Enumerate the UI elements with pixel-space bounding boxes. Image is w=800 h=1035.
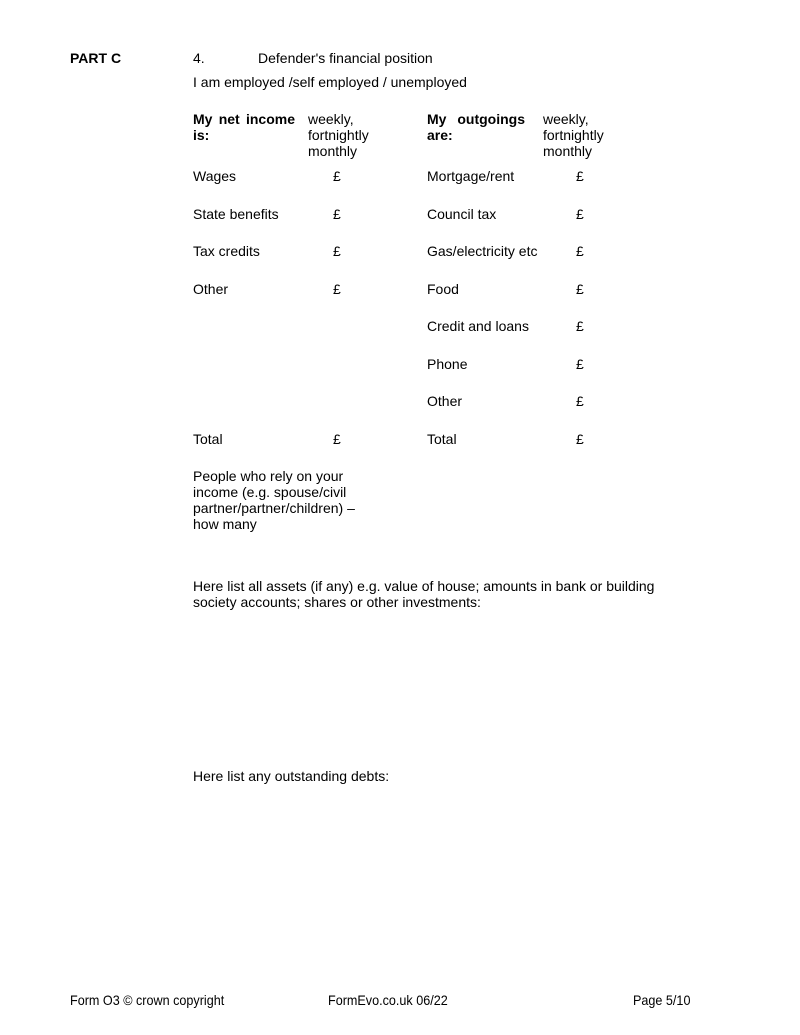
finance-table	[193, 111, 693, 468]
outgoing-amount: £	[576, 318, 584, 334]
assets-prompt-line: society accounts; shares or other investments:	[193, 594, 481, 610]
outgoing-amount: £	[576, 280, 584, 297]
footer-source: FormEvo.co.uk 06/22	[328, 992, 448, 1008]
dependants-note	[193, 468, 355, 532]
income-amount: £	[333, 280, 341, 297]
income-amount: £	[333, 205, 341, 222]
outgoing-amount: £	[576, 205, 584, 222]
footer-page-number: Page 5/10	[633, 992, 691, 1008]
income-amount: £	[333, 168, 341, 184]
part-label: PART C	[70, 50, 122, 66]
dependants-note-line: how many	[193, 516, 257, 532]
income-amount: £	[333, 430, 341, 447]
assets-prompt	[193, 578, 654, 610]
income-label: Wages	[193, 168, 237, 184]
outgoing-label: Food	[427, 280, 459, 297]
income-label: Total	[193, 430, 223, 447]
outgoing-label: Council tax	[427, 205, 497, 222]
finance-table-row	[193, 243, 693, 281]
outgoing-label: Total	[427, 430, 457, 447]
debts-prompt: Here list any outstanding debts:	[193, 768, 390, 784]
outgoing-amount: £	[576, 393, 584, 409]
outgoing-label: Mortgage/rent	[427, 168, 515, 184]
income-label: Tax credits	[193, 243, 260, 259]
dependants-note-line: People who rely on your	[193, 468, 344, 484]
outgoing-label: Gas/electricity etc	[427, 243, 538, 259]
section-number: 4.	[193, 50, 205, 66]
finance-table-row	[193, 281, 693, 319]
outgoing-label: Other	[427, 393, 463, 409]
income-header: My net income is:	[193, 111, 295, 143]
finance-table-row	[193, 393, 693, 431]
assets-prompt-line: Here list all assets (if any) e.g. value of house; amounts in bank or building	[193, 578, 655, 594]
footer-form-id: Form O3 © crown copyright	[70, 992, 225, 1008]
income-label: Other	[193, 280, 229, 297]
outgoings-header: My outgoings are:	[427, 111, 525, 143]
employment-status-line: I am employed /self employed / unemployed	[193, 74, 467, 90]
outgoings-frequency-header: weekly, fortnightly monthly	[543, 111, 604, 159]
finance-table-total-row	[193, 431, 693, 469]
section-title: Defender's financial position	[258, 50, 433, 66]
outgoing-amount: £	[576, 243, 584, 259]
finance-table-row	[193, 206, 693, 244]
outgoing-label: Phone	[427, 355, 468, 372]
finance-table-header-row	[193, 111, 693, 168]
dependants-note-line: income (e.g. spouse/civil	[193, 484, 347, 500]
finance-table-row	[193, 168, 693, 206]
outgoing-label: Credit and loans	[427, 318, 529, 334]
finance-table-row	[193, 318, 693, 356]
outgoing-amount: £	[576, 355, 584, 372]
finance-table-row	[193, 356, 693, 394]
outgoing-amount: £	[576, 430, 584, 447]
income-amount: £	[333, 243, 341, 259]
income-frequency-header: weekly, fortnightly monthly	[308, 111, 369, 159]
outgoing-amount: £	[576, 168, 584, 184]
dependants-note-line: partner/partner/children) –	[193, 500, 355, 516]
income-label: State benefits	[193, 205, 279, 222]
